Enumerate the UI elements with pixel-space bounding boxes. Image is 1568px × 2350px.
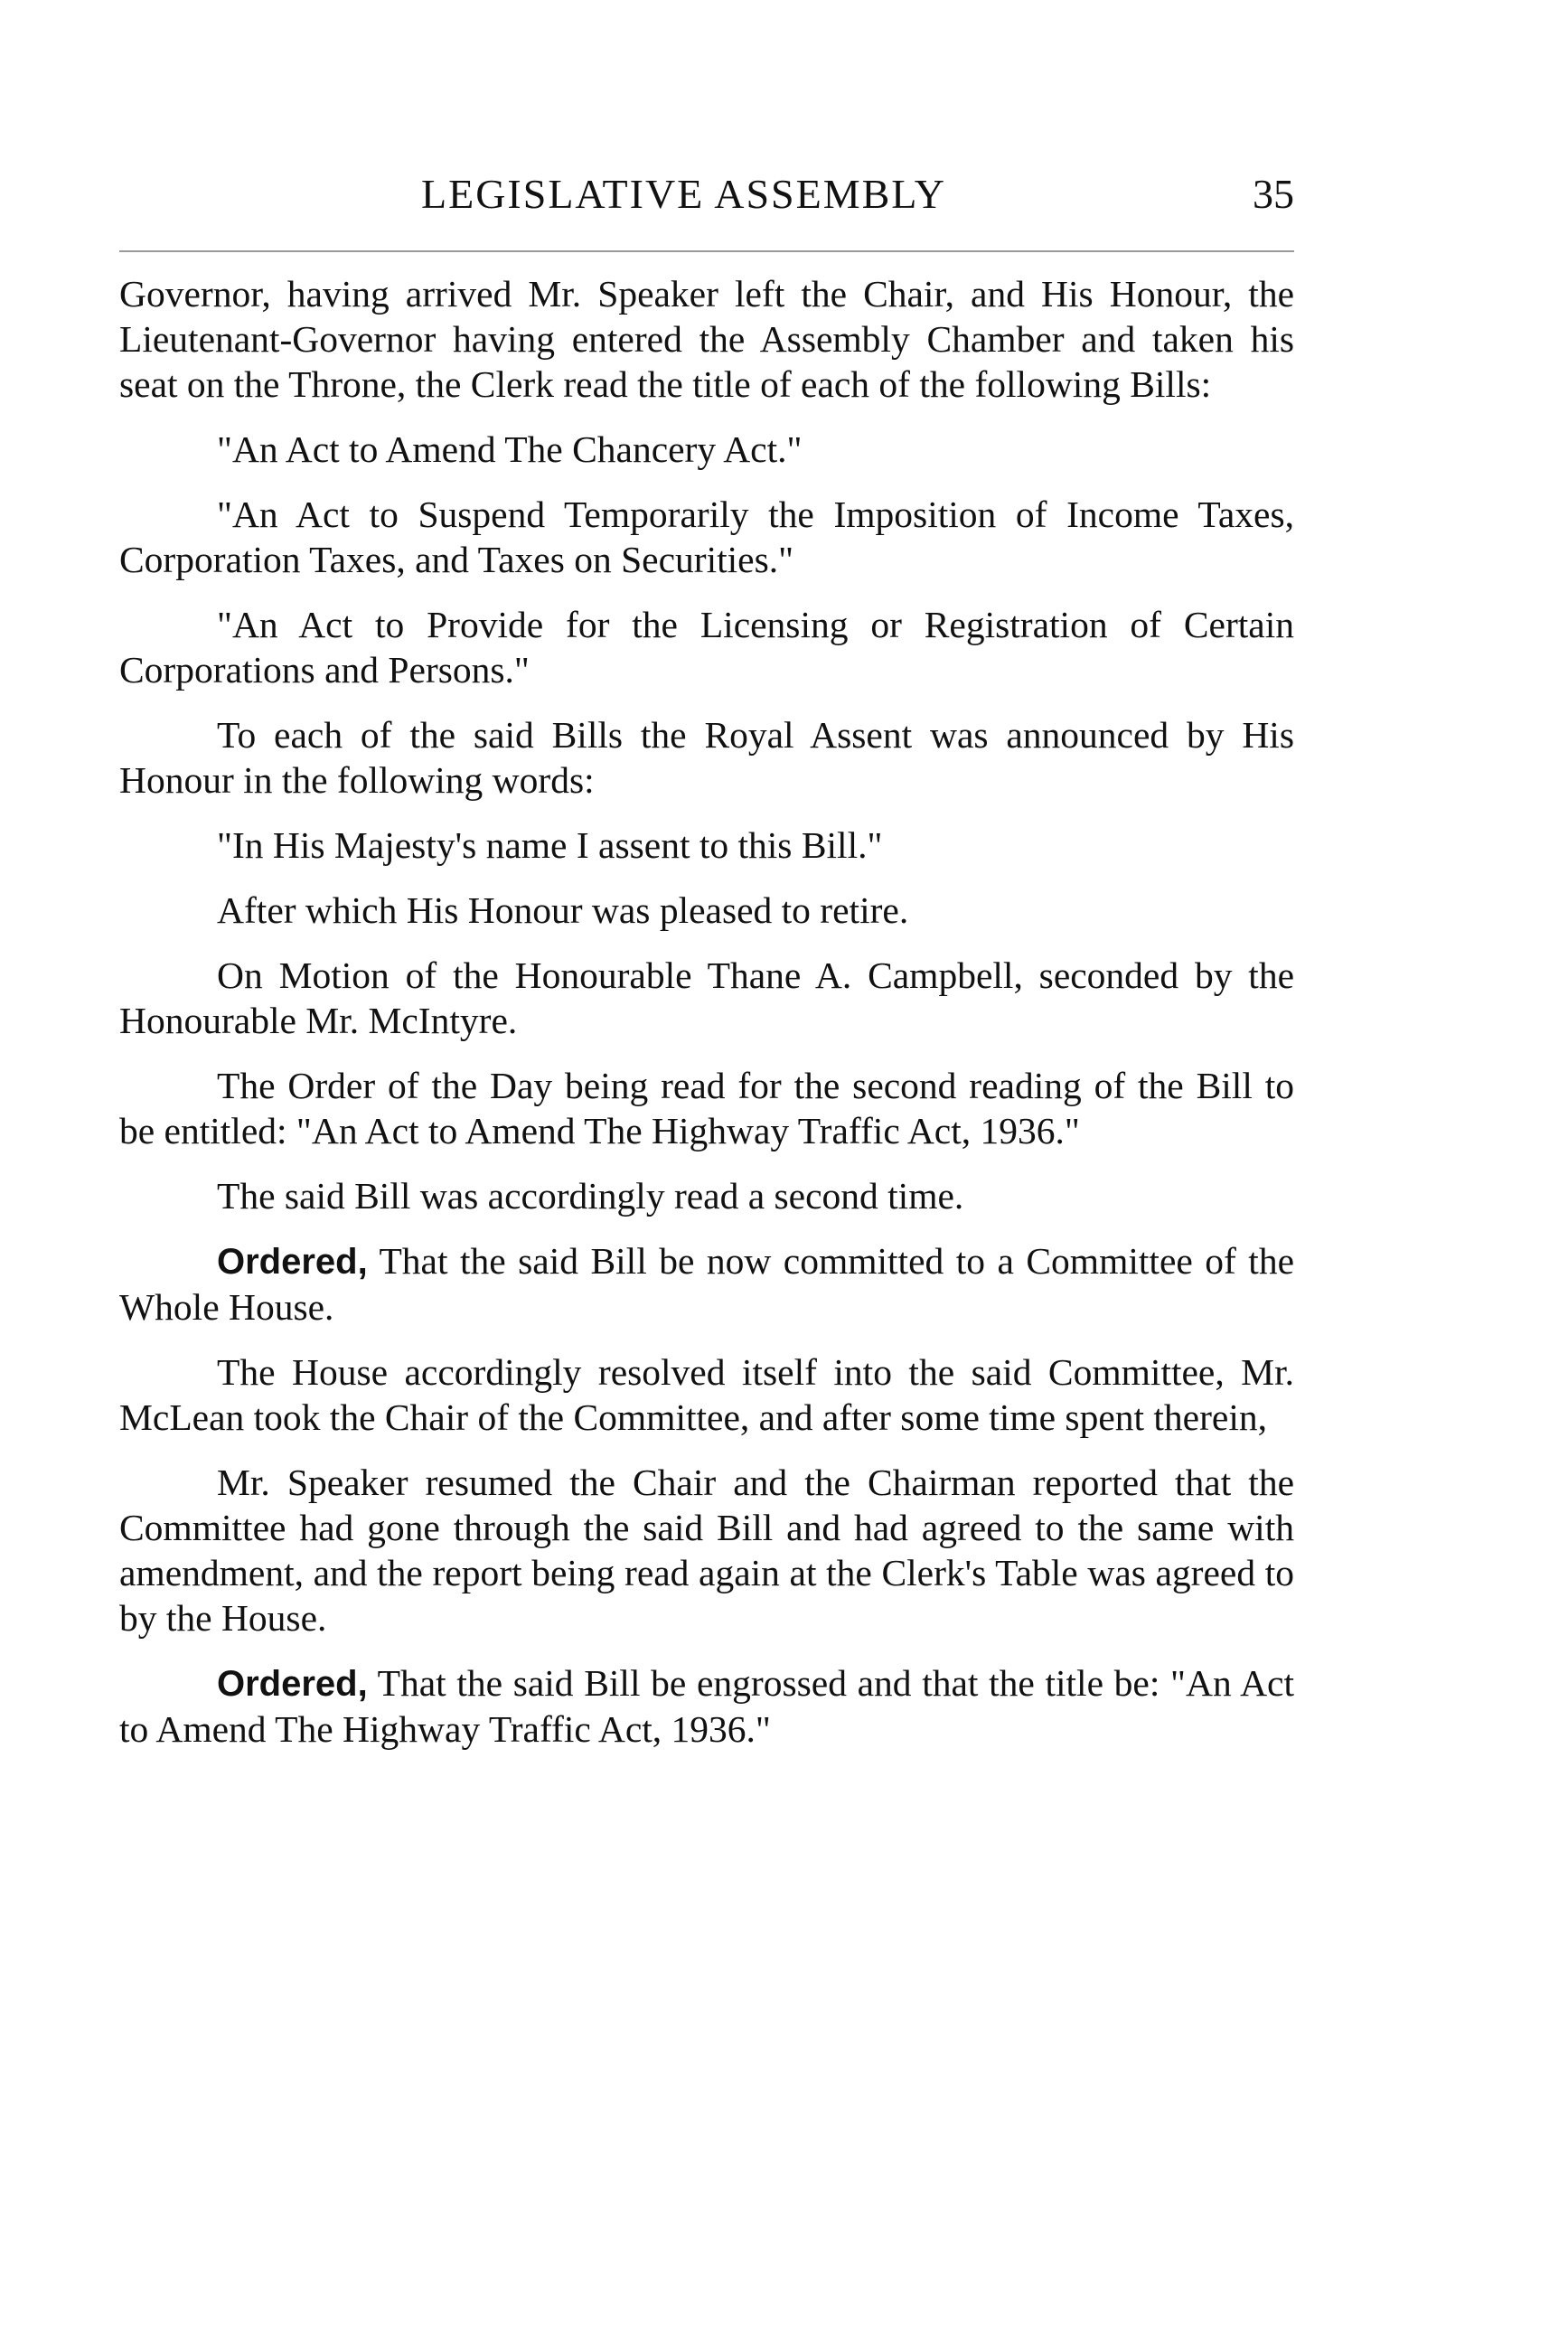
ordered-lead: Ordered, [217,1242,368,1282]
paragraph: Mr. Speaker resumed the Chair and the Chairman reported that the Committee had gone through the said Bill and had agreed to the same with amendment, and the report being read again at the Clerk's Table was agreed to by the House. [119,1462,1294,1639]
paragraph-bill-title: "An Act to Suspend Temporarily the Imposition of Income Taxes, Corporation Taxes, and Taxes on Securities." [119,494,1294,580]
body-text [119,271,1294,1772]
paragraph-text: That the said Bill be engrossed and that the title be: "An Act to Amend The Highway Traffic Act, 1936." [119,1662,1294,1750]
running-head [119,170,1294,233]
paragraph-bill-title: "An Act to Amend The Chancery Act." [217,428,803,470]
paragraph-assent-words: "In His Majesty's name I assent to this Bill." [217,824,883,866]
header-rule [119,250,1294,252]
paragraph-text: That the said Bill be now committed to a Committee of the Whole House. [119,1240,1294,1328]
paragraph-ordered [119,1660,1294,1752]
paragraph: The House accordingly resolved itself into the said Committee, Mr. McLean took the Chair of the Committee, and after some time spent therein, [119,1351,1294,1438]
paragraph: The Order of the Day being read for the second reading of the Bill to be entitled: "An Act to Amend The Highway Traffic Act, 1936." [119,1065,1294,1152]
paragraph-bill-title: "An Act to Provide for the Licensing or Registration of Certain Corporations and Persons." [119,604,1294,691]
paragraph: The said Bill was accordingly read a second time. [217,1175,964,1217]
paragraph-motion: On Motion of the Honourable Thane A. Campbell, seconded by the Honourable Mr. McIntyre. [119,954,1294,1041]
paragraph: After which His Honour was pleased to retire. [217,889,909,931]
paragraph: Governor, having arrived Mr. Speaker left the Chair, and His Honour, the Lieutenant-Governor having entered the Assembly Chamber and taken his seat on the Throne, the Clerk read the title of each of the following Bills: [119,273,1294,405]
page-number: 35 [1253,171,1294,217]
page-header-title: LEGISLATIVE ASSEMBLY [421,171,947,217]
paragraph: To each of the said Bills the Royal Assent was announced by His Honour in the following words: [119,714,1294,801]
ordered-lead: Ordered, [217,1664,368,1704]
paragraph-ordered [119,1238,1294,1330]
